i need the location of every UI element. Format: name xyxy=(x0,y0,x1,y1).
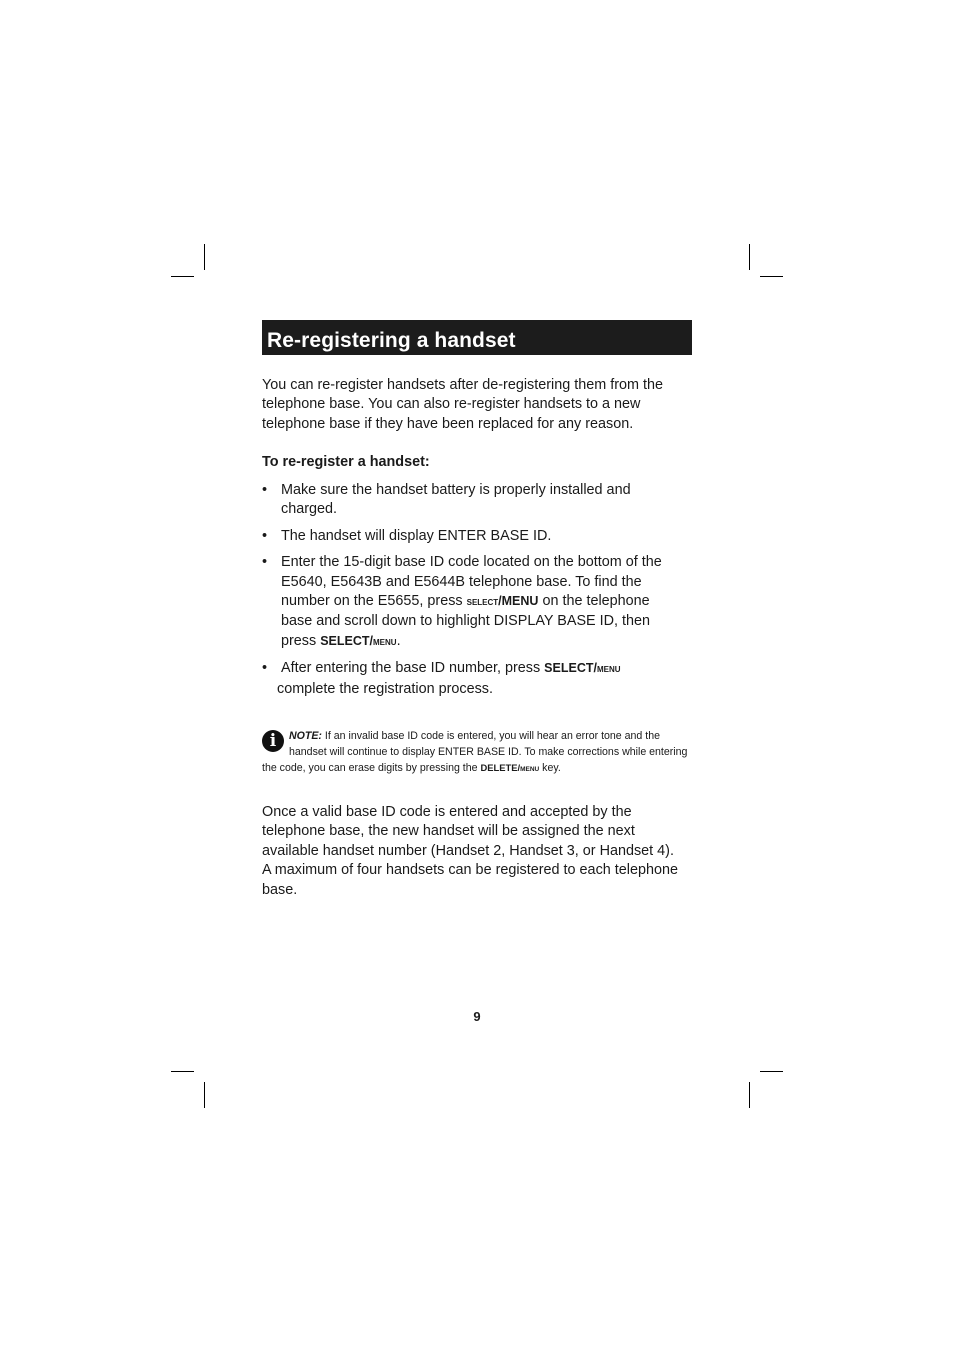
crop-mark-top-right-vertical xyxy=(749,244,750,270)
step-text: The handset will display ENTER BASE ID. xyxy=(281,527,552,544)
select-menu-key: SELECT/MENU xyxy=(320,633,397,648)
crop-mark-bottom-left-horizontal xyxy=(171,1071,194,1072)
crop-mark-top-left-vertical xyxy=(204,244,205,270)
step-text: complete the registration process. xyxy=(277,680,493,697)
outro-paragraph: Once a valid base ID code is entered and accepted by the telephone base, the new handset will be assigned the next available handset number (Handset 2, Handset 3, or Handset 4). A maximum of four handsets can be registered to each telephone base. xyxy=(262,804,678,898)
step-item: • Enter the 15-digit base ID code located on the bottom of the E5640, E5643B and E5644B telephone base. To find the number on the E5655, press SELECT/MENU on the telephone base and scroll down to highlight DISPLAY BASE ID, then press SELECT/MENU. xyxy=(262,554,662,649)
section-title: Re-registering a handset xyxy=(267,329,516,352)
crop-mark-top-right-horizontal xyxy=(760,276,783,277)
step-text: on the telephone base and scroll down to highlight DISPLAY BASE ID, then press xyxy=(281,593,651,649)
bullet: • xyxy=(262,482,268,498)
note-label: NOTE: xyxy=(289,730,322,742)
procedure-heading: To re-register a handset: xyxy=(262,454,430,470)
bullet: • xyxy=(262,554,268,571)
intro-paragraph: You can re-register handsets after de-registering them from the telephone base. You can also re-register handsets to a new telephone base if they have been replaced for any reason. xyxy=(262,377,664,432)
note-box: i NOTE: If an invalid base ID code is entered, you will hear an error tone and the handset will continue to display ENTER BASE ID. To make corrections while entering the code, you can erase digits by pressing the DELETE/MENU key. xyxy=(262,730,688,774)
procedure-steps xyxy=(262,481,682,706)
crop-mark-bottom-left-vertical xyxy=(204,1082,205,1108)
select-menu-key: SELECT/MENU xyxy=(466,594,539,609)
info-icon: i xyxy=(262,730,284,752)
step-item xyxy=(262,659,682,699)
note-text: If an invalid base ID code is entered, you will hear an error tone and the handset will continue to display ENTER BASE ID. To make corrections while entering the code, you can erase digits by pressing the xyxy=(262,730,688,774)
step-item xyxy=(262,527,682,546)
step-text: After entering the base ID number, press xyxy=(281,660,545,677)
crop-mark-bottom-right-vertical xyxy=(749,1082,750,1108)
step-text: Enter the 15-digit base ID code located on the bottom of the E5640, E5643B and E5644B telephone base. To find the number on the E5655, press xyxy=(281,554,662,610)
section-title-bar xyxy=(262,320,692,355)
step-item xyxy=(262,481,682,520)
crop-mark-bottom-right-horizontal xyxy=(760,1071,783,1072)
select-menu-key: SELECT/MENU xyxy=(544,661,621,676)
bullet: • xyxy=(262,527,268,544)
crop-mark-top-left-horizontal xyxy=(171,276,194,277)
step-text: Make sure the handset battery is properly installed and charged. xyxy=(281,482,631,518)
delete-menu-key: DELETE/MENU xyxy=(480,762,540,773)
page-number: 9 xyxy=(473,1009,481,1024)
bullet: • xyxy=(262,660,268,677)
